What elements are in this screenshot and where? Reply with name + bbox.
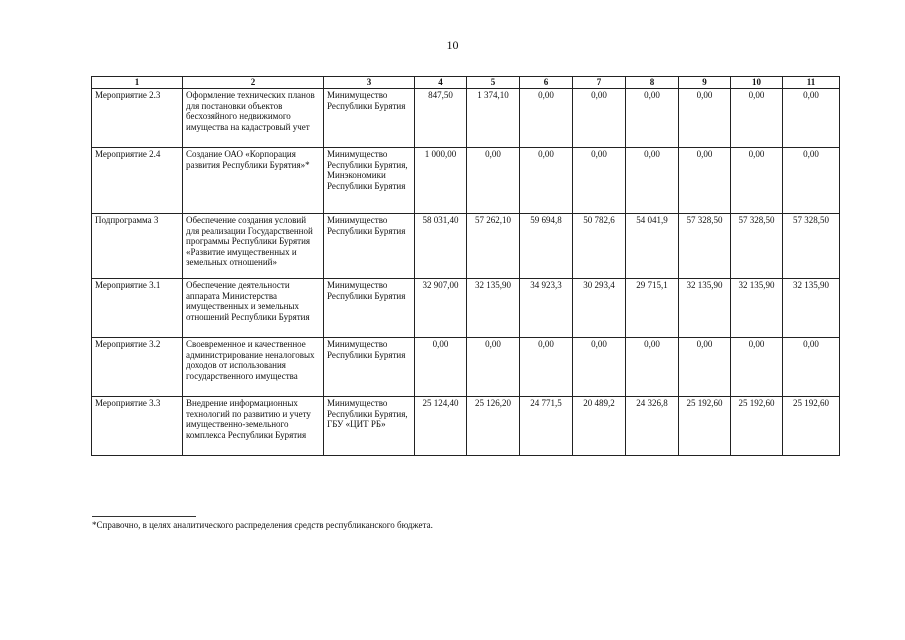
value-cell: 25 124,40 bbox=[415, 397, 467, 456]
value-cell: 0,00 bbox=[679, 338, 731, 397]
value-cell: 29 715,1 bbox=[626, 279, 679, 338]
program-code-cell: Мероприятие 2.4 bbox=[92, 148, 183, 214]
value-cell: 0,00 bbox=[467, 148, 520, 214]
table-row bbox=[92, 279, 840, 338]
value-cell: 25 126,20 bbox=[467, 397, 520, 456]
program-code-cell: Мероприятие 3.1 bbox=[92, 279, 183, 338]
value-cell: 0,00 bbox=[679, 148, 731, 214]
value-cell: 50 782,6 bbox=[573, 214, 626, 279]
program-code-cell: Подпрограмма 3 bbox=[92, 214, 183, 279]
executor-cell: Минимущество Республики Бурятия bbox=[324, 279, 415, 338]
value-cell: 0,00 bbox=[573, 148, 626, 214]
table-row bbox=[92, 148, 840, 214]
program-code-cell: Мероприятие 3.3 bbox=[92, 397, 183, 456]
value-cell: 57 328,50 bbox=[783, 214, 840, 279]
page-number: 10 bbox=[446, 38, 459, 52]
column-header: 4 bbox=[415, 77, 467, 89]
value-cell: 1 000,00 bbox=[415, 148, 467, 214]
value-cell: 57 328,50 bbox=[679, 214, 731, 279]
value-cell: 24 771,5 bbox=[520, 397, 573, 456]
executor-cell: Минимущество Республики Бурятия, Минэкономики Республики Бурятия bbox=[324, 148, 415, 214]
value-cell: 32 135,90 bbox=[679, 279, 731, 338]
value-cell: 25 192,60 bbox=[783, 397, 840, 456]
value-cell: 847,50 bbox=[415, 89, 467, 148]
column-header: 1 bbox=[92, 77, 183, 89]
value-cell: 59 694,8 bbox=[520, 214, 573, 279]
value-cell: 0,00 bbox=[573, 89, 626, 148]
table-header-row bbox=[92, 77, 840, 89]
column-header: 2 bbox=[183, 77, 324, 89]
program-name-cell: Своевременное и качественное администрирование неналоговых доходов от использования государственного имущества bbox=[183, 338, 324, 397]
column-header: 10 bbox=[731, 77, 783, 89]
value-cell: 30 293,4 bbox=[573, 279, 626, 338]
table-row bbox=[92, 214, 840, 279]
value-cell: 0,00 bbox=[467, 338, 520, 397]
executor-cell: Минимущество Республики Бурятия bbox=[324, 89, 415, 148]
value-cell: 0,00 bbox=[783, 338, 840, 397]
program-name-cell: Внедрение информационных технологий по развитию и учету имущественно-земельного комплекса Республики Бурятия bbox=[183, 397, 324, 456]
value-cell: 0,00 bbox=[520, 338, 573, 397]
program-name-cell: Создание ОАО «Корпорация развития Республики Бурятия»* bbox=[183, 148, 324, 214]
value-cell: 0,00 bbox=[573, 338, 626, 397]
table-row bbox=[92, 338, 840, 397]
value-cell: 0,00 bbox=[520, 89, 573, 148]
value-cell: 24 326,8 bbox=[626, 397, 679, 456]
program-code-cell: Мероприятие 2.3 bbox=[92, 89, 183, 148]
program-name-cell: Оформление технических планов для постановки объектов бесхозяйного недвижимого имущества на кадастровый учет bbox=[183, 89, 324, 148]
value-cell: 0,00 bbox=[415, 338, 467, 397]
table-row bbox=[92, 89, 840, 148]
value-cell: 0,00 bbox=[626, 148, 679, 214]
value-cell: 32 135,90 bbox=[731, 279, 783, 338]
value-cell: 0,00 bbox=[783, 89, 840, 148]
executor-cell: Минимущество Республики Бурятия, ГБУ «ЦИТ РБ» bbox=[324, 397, 415, 456]
budget-table bbox=[91, 76, 840, 456]
value-cell: 20 489,2 bbox=[573, 397, 626, 456]
column-header: 6 bbox=[520, 77, 573, 89]
executor-cell: Минимущество Республики Бурятия bbox=[324, 214, 415, 279]
column-header: 3 bbox=[324, 77, 415, 89]
value-cell: 0,00 bbox=[731, 89, 783, 148]
value-cell: 0,00 bbox=[731, 338, 783, 397]
value-cell: 1 374,10 bbox=[467, 89, 520, 148]
program-name-cell: Обеспечение деятельности аппарата Министерства имущественных и земельных отношений Республики Бурятия bbox=[183, 279, 324, 338]
column-header: 11 bbox=[783, 77, 840, 89]
value-cell: 0,00 bbox=[679, 89, 731, 148]
value-cell: 0,00 bbox=[783, 148, 840, 214]
value-cell: 32 135,90 bbox=[783, 279, 840, 338]
footnote: *Справочно, в целях аналитического распределения средств республиканского бюджета. bbox=[92, 520, 433, 530]
table-row bbox=[92, 397, 840, 456]
program-name-cell: Обеспечение создания условий для реализации Государственной программы Республики Бурятия «Развитие имущественных и земельных отношений» bbox=[183, 214, 324, 279]
column-header: 7 bbox=[573, 77, 626, 89]
footnote-divider bbox=[92, 516, 196, 517]
value-cell: 0,00 bbox=[731, 148, 783, 214]
executor-cell: Минимущество Республики Бурятия bbox=[324, 338, 415, 397]
value-cell: 25 192,60 bbox=[731, 397, 783, 456]
program-code-cell: Мероприятие 3.2 bbox=[92, 338, 183, 397]
value-cell: 32 135,90 bbox=[467, 279, 520, 338]
value-cell: 34 923,3 bbox=[520, 279, 573, 338]
value-cell: 32 907,00 bbox=[415, 279, 467, 338]
value-cell: 0,00 bbox=[520, 148, 573, 214]
column-header: 8 bbox=[626, 77, 679, 89]
column-header: 5 bbox=[467, 77, 520, 89]
value-cell: 58 031,40 bbox=[415, 214, 467, 279]
value-cell: 57 328,50 bbox=[731, 214, 783, 279]
value-cell: 0,00 bbox=[626, 338, 679, 397]
column-header: 9 bbox=[679, 77, 731, 89]
value-cell: 0,00 bbox=[626, 89, 679, 148]
value-cell: 57 262,10 bbox=[467, 214, 520, 279]
value-cell: 25 192,60 bbox=[679, 397, 731, 456]
value-cell: 54 041,9 bbox=[626, 214, 679, 279]
